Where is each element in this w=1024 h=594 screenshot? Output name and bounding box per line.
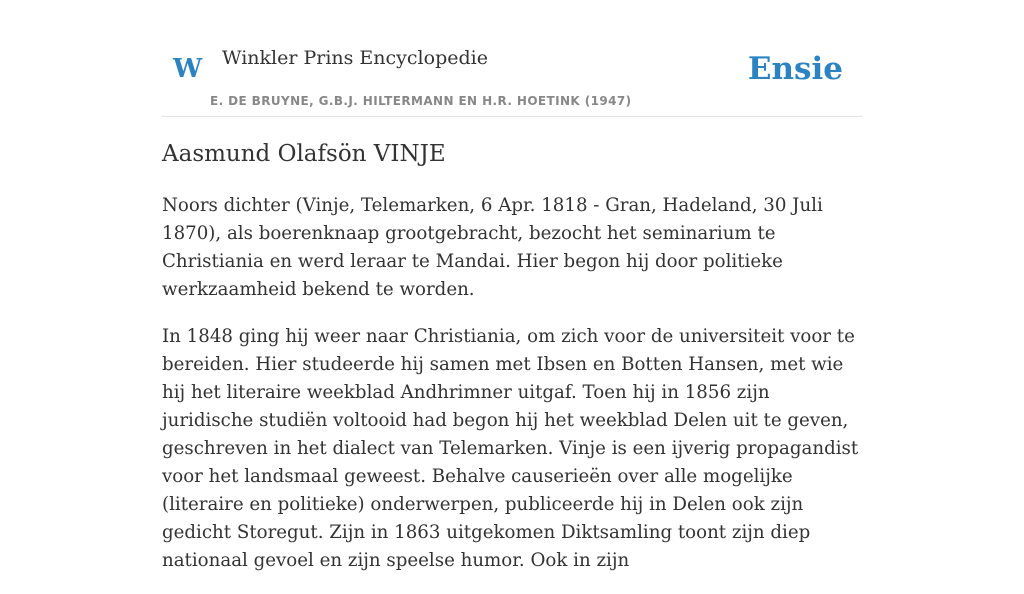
- ensie-logo-link[interactable]: Ensie: [747, 51, 843, 87]
- site-header: [162, 0, 862, 117]
- winkler-prins-logo-icon[interactable]: W: [173, 54, 203, 84]
- article-paragraph: In 1848 ging hij weer naar Christiania, om zich voor de universiteit voor te bereiden. Hier studeerde hij samen met Ibsen en Botten Hansen, met wie hij het literaire weekblad Andhrimner uitgaf. Toen hij in 1856 zijn juridische studiën voltooid had begon hij het weekblad Delen uit te geven, geschreven in het dialect van Telemarken. Vinje is een ijverig propagandist voor het landsmaal geweest. Behalve causerieën over alle mogelijke (literaire en politieke) onderwerpen, publiceerde hij in Delen ook zijn gedicht Storegut. Zijn in 1863 uitgekomen Diktsamling toont zijn diep nationaal gevoel en zijn speelse humor. Ook in zijn: [162, 326, 859, 571]
- source-byline: E. DE BRUYNE, G.B.J. HILTERMANN EN H.R. HOETINK (1947): [210, 94, 632, 108]
- article-body: [162, 192, 862, 594]
- source-title-link[interactable]: Winkler Prins Encyclopedie: [222, 47, 488, 69]
- article-title: Aasmund Olafsön VINJE: [162, 141, 446, 167]
- article-paragraph: Noors dichter (Vinje, Telemarken, 6 Apr. 1818 - Gran, Hadeland, 30 Juli 1870), als boerenknaap grootgebracht, bezocht het seminarium te Christiania en werd leraar te Mandai. Hier begon hij door politieke werkzaamheid bekend te worden.: [162, 195, 823, 300]
